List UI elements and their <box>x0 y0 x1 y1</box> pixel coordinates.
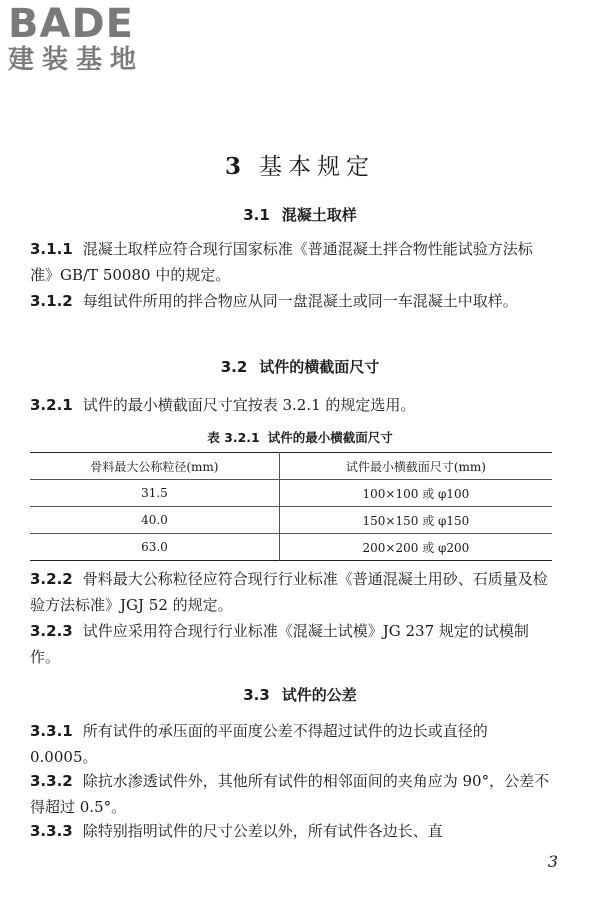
section-heading-3-2 <box>0 356 600 377</box>
clause-3-2-3 <box>30 618 552 670</box>
specimen-size-table <box>30 452 552 561</box>
chapter-title: 基本规定 <box>259 154 375 180</box>
clause-number: 3.3.2 <box>30 772 73 790</box>
table-cell: 63.0 <box>30 534 279 561</box>
clause-text: 试件应采用符合现行行业标准《混凝土试模》JG 237 规定的试模制作。 <box>30 622 529 666</box>
section-title: 试件的横截面尺寸 <box>259 358 380 376</box>
clause-text: 骨料最大公称粒径应符合现行行业标准《普通混凝土用砂、石质量及检验方法标准》JGJ 52 的规定。 <box>30 570 548 614</box>
table-cell: 200×200 或 φ200 <box>279 534 552 561</box>
table-cell: 31.5 <box>30 480 279 507</box>
clause-text: 试件的最小横截面尺寸宜按表 3.2.1 的规定选用。 <box>82 396 416 414</box>
table-header-row <box>30 453 552 480</box>
chapter-heading <box>0 148 600 181</box>
clause-number: 3.1.2 <box>30 292 73 310</box>
section-title: 试件的公差 <box>281 686 357 704</box>
logo-brand-text: BADE <box>8 1 134 47</box>
table-cell: 40.0 <box>30 507 279 534</box>
clause-number: 3.3.1 <box>30 722 73 740</box>
brand-logo <box>8 1 178 76</box>
clause-number: 3.2.3 <box>30 622 73 640</box>
chapter-number: 3 <box>224 153 247 180</box>
logo-subtitle: 建装基地 <box>8 45 145 75</box>
clause-number: 3.2.2 <box>30 570 73 588</box>
section-title: 混凝土取样 <box>281 206 357 224</box>
clause-text: 所有试件的承压面的平面度公差不得超过试件的边长或直径的 0.0005。 <box>30 722 488 766</box>
clause-number: 3.1.1 <box>30 240 73 258</box>
table-caption <box>0 428 600 446</box>
section-heading-3-3 <box>0 684 600 705</box>
clause-3-1-1 <box>30 236 552 288</box>
page-number: 3 <box>547 852 558 871</box>
table-number: 表 3.2.1 <box>207 430 260 445</box>
clause-text: 每组试件所用的拌合物应从同一盘混凝土或同一车混凝土中取样。 <box>82 292 518 310</box>
section-number: 3.1 <box>243 206 270 224</box>
clause-text: 除抗水渗透试件外，其他所有试件的相邻面间的夹角应为 90°，公差不得超过 0.5°。 <box>30 772 550 816</box>
section-number: 3.3 <box>243 686 270 704</box>
clause-text: 除特别指明试件的尺寸公差以外，所有试件各边长、直 <box>82 822 443 840</box>
clause-3-2-2 <box>30 566 552 618</box>
table-row <box>30 480 552 507</box>
clause-3-3-3 <box>30 818 552 844</box>
table-header-cell: 骨料最大公称粒径(mm) <box>90 459 219 474</box>
clause-3-1-2 <box>30 288 552 314</box>
clause-text: 混凝土取样应符合现行国家标准《普通混凝土拌合物性能试验方法标准》GB/T 50080 中的规定。 <box>30 240 533 284</box>
table-title: 试件的最小横截面尺寸 <box>267 430 393 445</box>
table-cell: 100×100 或 φ100 <box>279 480 552 507</box>
clause-number: 3.2.1 <box>30 396 73 414</box>
table-header-cell: 试件最小横截面尺寸(mm) <box>279 453 552 480</box>
clause-number: 3.3.3 <box>30 822 73 840</box>
clause-3-2-1 <box>30 392 552 418</box>
table-row <box>30 507 552 534</box>
clause-3-3-1 <box>30 718 552 770</box>
table-row <box>30 534 552 561</box>
section-number: 3.2 <box>220 358 248 376</box>
clause-3-3-2 <box>30 768 552 820</box>
section-heading-3-1 <box>0 204 600 225</box>
table-cell: 150×150 或 φ150 <box>279 507 552 534</box>
